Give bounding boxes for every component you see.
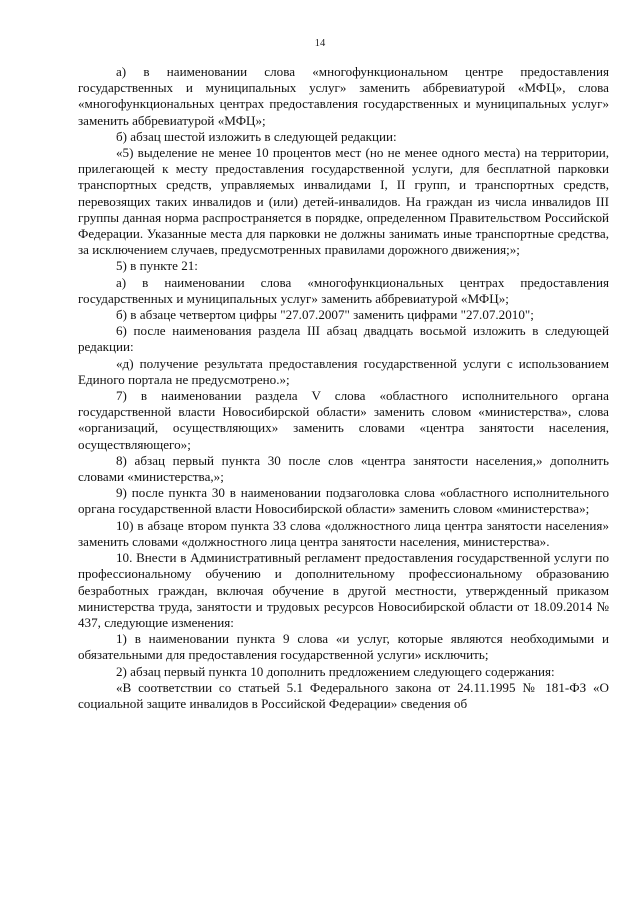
paragraph-4: 5) в пункте 21: <box>116 258 198 274</box>
paragraph-11: 9) после пункта 30 в наименовании подзаголовка слова «областного исполнительного органа государственной власти Новосибирской области» заменить словом «министерства»; <box>78 485 609 517</box>
paragraph-12: 10) в абзаце втором пункта 33 слова «должностного лица центра занятости населения» заменить словами «должностного лица центра занятости населения, министерства». <box>78 517 609 549</box>
paragraph-6: б) в абзаце четвертом цифры "27.07.2007" заменить цифрами "27.07.2010"; <box>116 307 534 323</box>
paragraph-16: «В соответствии со статьей 5.1 Федерального закона от 24.11.1995 № 181-ФЗ «О социальной защите инвалидов в Российской Федерации» сведения об <box>78 679 609 711</box>
paragraph-1: а) в наименовании слова «многофункциональном центре предоставления государственных и муниципальных услуг» заменить аббревиатурой «МФЦ», слова «многофункциональных центрах предоставления государственных и муниципальных услуг» заменить аббревиатурой «МФЦ»; <box>78 64 609 128</box>
paragraph-10: 8) абзац первый пункта 30 после слов «центра занятости населения,» дополнить словами «министерства,»; <box>78 452 609 485</box>
paragraph-3: «5) выделение не менее 10 процентов мест (но не менее одного места) на территории, прилегающей к месту предоставления государственной услуги, для бесплатной парковки транспортных средств, управляемых инвалидами I, II групп, и транспортных средств, перевозящих таких инвалидов и (или) детей-инвалидов. На граждан из числа инвалидов III группы данная норма распространяется в порядке, определенном Правительством Российской Федерации. Указанные места для парковки не должны занимать иные транспортные средства, за исключением случаев, предусмотренных правилами дорожного движения;»; <box>78 145 609 258</box>
page-number: 14 <box>314 38 326 49</box>
paragraph-7: 6) после наименования раздела III абзац двадцать восьмой изложить в следующей редакции: <box>78 323 609 355</box>
document-body <box>78 64 609 712</box>
paragraph-5: а) в наименовании слова «многофункциональных центрах предоставления государственных и муниципальных услуг» заменить аббревиатурой «МФЦ»; <box>78 274 609 306</box>
paragraph-2: б) абзац шестой изложить в следующей редакции: <box>116 128 397 144</box>
paragraph-8: «д) получение результата предоставления государственной услуги с использованием Единого портала не предусмотрено.»; <box>78 355 609 387</box>
paragraph-14: 1) в наименовании пункта 9 слова «и услуг, которые являются необходимыми и обязательными для предоставления государственной услуги» исключить; <box>78 631 609 663</box>
paragraph-13: 10. Внести в Административный регламент предоставления государственной услуги по профессиональному обучению и дополнительному профессиональному образованию безработных граждан, включая обучение в другой местности, утвержденный приказом министерства труда, занятости и трудовых ресурсов Новосибирской области от 18.09.2014 № 437, следующие изменения: <box>78 550 609 630</box>
paragraph-9: 7) в наименовании раздела V слова «областного исполнительного органа государственной власти Новосибирской области» заменить словом «министерства», слова «организаций, осуществляющих» заменить словами «центра занятости населения, осуществляющего»; <box>78 388 609 452</box>
paragraph-15: 2) абзац первый пункта 10 дополнить предложением следующего содержания: <box>116 663 555 679</box>
